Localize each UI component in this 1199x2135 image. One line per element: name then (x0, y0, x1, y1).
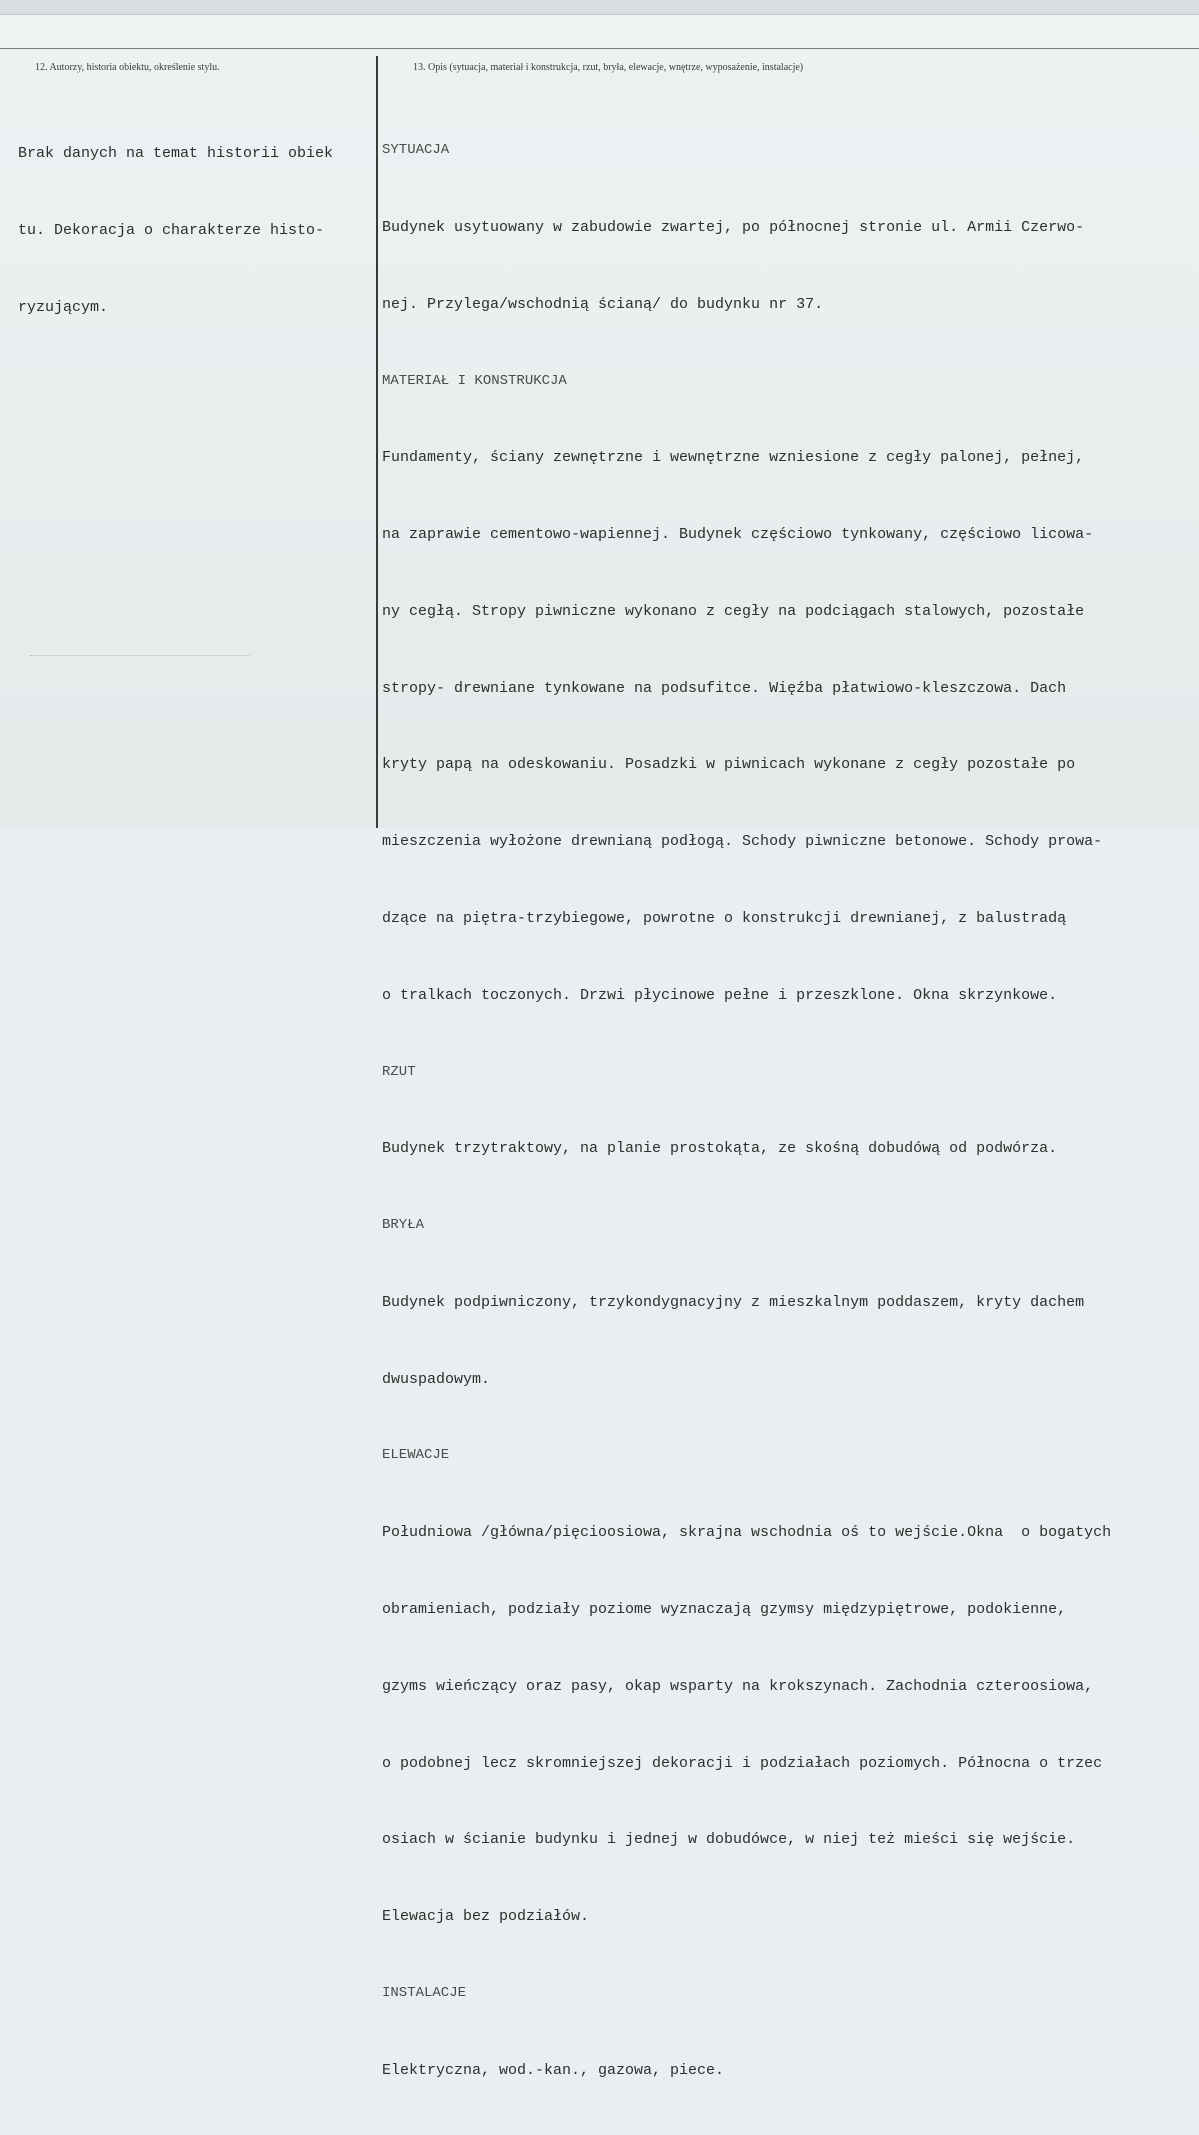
text-line: kryty papą na odeskowaniu. Posadzki w piwnicach wykonane z cegły pozostałe po (382, 756, 1076, 774)
text-line: Południowa /główna/pięcioosiowa, skrajna wschodnia oś to wejście.Okna o bogatych (382, 1524, 1112, 1542)
right-column-heading: 13. Opis (sytuacja, materiał i konstrukcja, rzut, bryła, elewacje, wnętrze, wyposażenie, instalacje) (413, 62, 804, 73)
column-divider (376, 56, 378, 828)
text-line: obramieniach, podziały poziome wyznaczają gzymsy międzypiętrowe, podokienne, (382, 1601, 1067, 1619)
text-line: Elektryczna, wod.-kan., gazowa, piece. (382, 2061, 725, 2079)
history-text (18, 90, 333, 372)
text-line: stropy- drewniane tynkowane na podsufitce. Więźba płatwiowo-kleszczowa. Dach (382, 679, 1067, 697)
header-rule (0, 48, 1199, 49)
section-label-material: MATERIAŁ I KONSTRUKCJA (382, 372, 567, 389)
section-label-rzut: RZUT (382, 1063, 416, 1080)
text-line: dwuspadowym. (382, 1370, 491, 1388)
paper-top-edge (0, 0, 1199, 15)
text-line: na zaprawie cementowo-wapiennej. Budynek częściowo tynkowany, częściowo licowa- (382, 526, 1094, 544)
text-line: osiach w ścianie budynku i jednej w dobudówce, w niej też mieści się wejście. (382, 1831, 1076, 1849)
text-line: dzące na piętra-trzybiegowe, powrotne o konstrukcji drewnianej, z balustradą (382, 910, 1067, 927)
text-line: Elewacja bez podziałów. (382, 1908, 590, 1926)
text-line: Fundamenty, ściany zewnętrzne i wewnętrzne wzniesione z cegły palonej, pełnej, (382, 449, 1085, 467)
text-line: tu. Dekoracja o charakterze histo- (18, 221, 325, 239)
text-line: nej. Przylega/wschodnią ścianą/ do budynku nr 37. (382, 295, 824, 313)
section-label-instalacje: INSTALACJE (382, 1984, 467, 2001)
text-line: mieszczenia wyłożone drewnianą podłogą. Schody piwniczne betonowe. Schody prowa- (382, 833, 1103, 851)
text-line: ny cegłą. Stropy piwniczne wykonano z cegły na podciągach stalowych, pozostałe (382, 602, 1085, 620)
left-column-heading: 12. Autorzy, historia obiektu, określenie stylu. (35, 62, 220, 73)
text-line: Budynek trzytraktowy, na planie prostokąta, ze skośną dobudówą od podwórza. (382, 1140, 1058, 1158)
text-line: Budynek usytuowany w zabudowie zwartej, po północnej stronie ul. Armii Czerwo- (382, 218, 1085, 236)
text-line: Brak danych na temat historii obiek (18, 145, 334, 163)
text-line: Budynek podpiwniczony, trzykondygnacyjny z mieszkalnym poddaszem, kryty dachem (382, 1293, 1085, 1311)
text-line: o tralkach toczonych. Drzwi płycinowe pełne i przeszklone. Okna skrzynkowe. (382, 986, 1058, 1004)
description-text (382, 87, 1111, 2135)
text-line: ryzującym. (18, 298, 109, 316)
section-label-bryla: BRYŁA (382, 1217, 425, 1234)
faint-dotted-line (30, 655, 250, 657)
text-line: o podobnej lecz skromniejszej dekoracji i podziałach poziomych. Północna o trzec (382, 1754, 1103, 1772)
section-label-sytuacja: SYTUACJA (382, 142, 450, 159)
section-label-elewacje: ELEWACJE (382, 1447, 450, 1464)
text-line: gzyms wieńczący oraz pasy, okap wsparty na krokszynach. Zachodnia czteroosiowa, (382, 1677, 1094, 1695)
